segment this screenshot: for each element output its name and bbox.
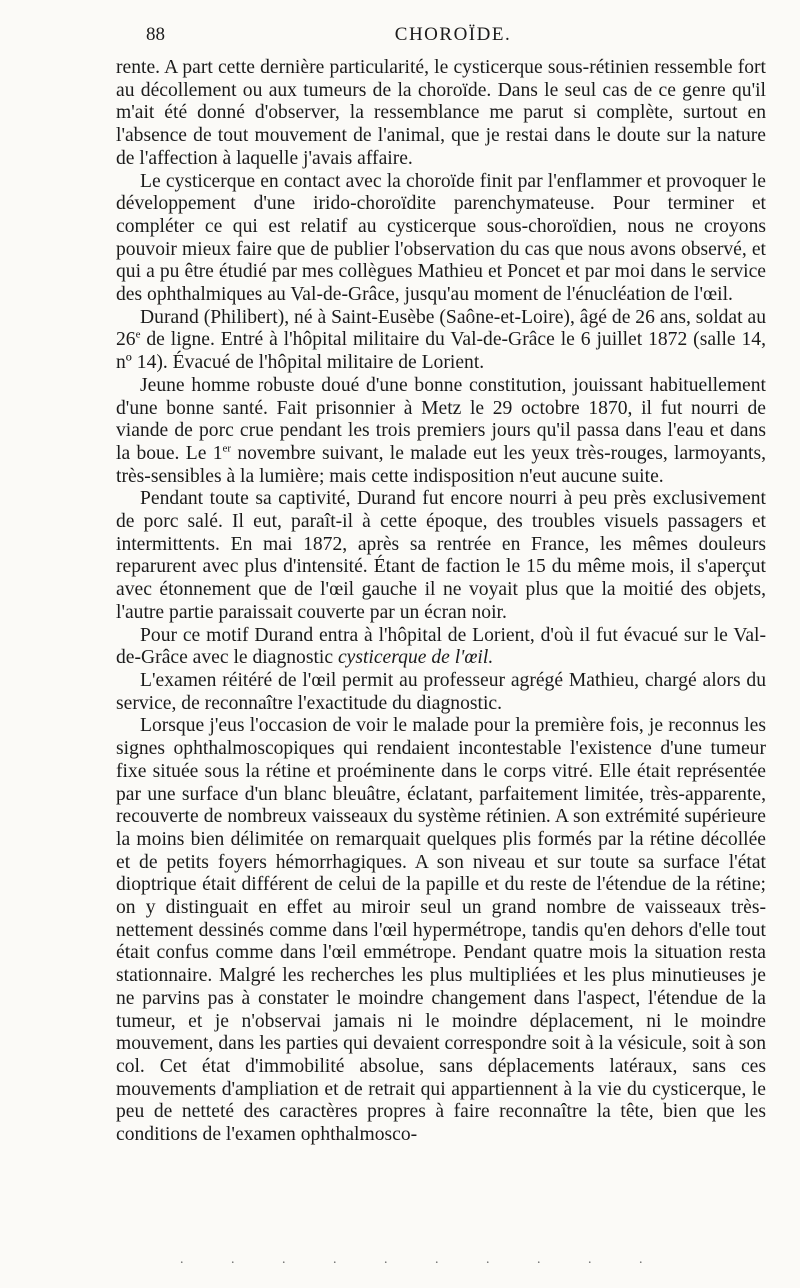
paragraph xyxy=(116,57,766,171)
paragraph-text: novembre suivant, le malade eut les yeux très-rouges, larmoyants, très-sensibles à la lumière; mais cette indisposition n'eut aucune suite. xyxy=(116,442,766,487)
paragraph xyxy=(116,488,766,624)
paragraph-text: Pendant toute sa captivité, Durand fut encore nourri à peu près exclusivement de porc salé. Il eut, paraît-il à cette époque, des troubles visuels passagers et intermittents. En mai 1872, après sa rentrée en France, les mêmes douleurs reparurent avec plus d'intensité. Étant de faction le 15 du même mois, il s'aperçut avec étonnement que de l'œil gauche il ne voyait plus que la moitié des objets, l'autre partie paraissait couverte par un écran noir. xyxy=(116,488,766,623)
paragraph-text: Durand (Philibert), né à Saint-Eusèbe (Saône-et-Loire), âgé de 26 ans, soldat au 26 xyxy=(116,306,766,351)
paragraph-text: Pour ce motif Durand entra à l'hôpital de Lorient, d'où il fut évacué sur le Val-de-Grâce avec le diagnostic xyxy=(116,624,766,669)
footer-ornament: . . . . . . . . . . xyxy=(180,1252,665,1267)
paragraph-text: L'examen réitéré de l'œil permit au professeur agrégé Mathieu, chargé alors du service, de reconnaître l'exactitude du diagnostic. xyxy=(116,669,766,714)
paragraph-text: Lorsque j'eus l'occasion de voir le malade pour la première fois, je reconnus les signes ophthalmoscopiques qui rendaient incontestable l'existence d'une tumeur fixe située sous la rétine et proéminente dans le corps vitré. Elle était représentée par une surface d'un blanc bleuâtre, éclatant, parfaitement limitée, très-apparente, recouverte de nombreux vaisseaux du système rétinien. A son extrémité supérieure la moins bien délimitée on remarquait quelques plis formés par la rétine décollée et de petits foyers hémorrhagiques. A son niveau et sur toute sa surface l'état dioptrique était différent de celui de la papille et du reste de l'étendue de la rétine; on y distinguait en effet au miroir seul un grand nombre de vaisseaux très-nettement dessinés comme dans l'œil hypermétrope, tandis qu'en dehors d'elle tout était confus comme dans l'œil emmétrope. Pendant quatre mois la situation resta stationnaire. Malgré les recherches les plus multipliées et les plus minutieuses je ne parvins pas à constater le moindre changement dans l'aspect, l'étendue de la tumeur, et je n'observai jamais ni le moindre déplacement, ni le moindre mouvement, dans les parties qui devaient correspondre soit à la vésicule, soit à son col. Cet état d'immobilité absolue, sans déplacements latéraux, sans ces mouvements d'ampliation et de retrait qui appartiennent à la vie du cysticerque, le peu de netteté des caractères propres à faire reconnaître la tête, bien que les conditions de l'examen ophthalmosco- xyxy=(116,715,766,1146)
superscript: er xyxy=(222,442,232,455)
paragraph-text: Le cysticerque en contact avec la choroïde finit par l'enflammer et provoquer le développement d'une irido-choroïdite parenchymateuse. Pour terminer et compléter ce qui est relatif au cysticerque sous-choroïdien, nous ne croyons pouvoir mieux faire que de publier l'observation du cas que nous avons observé, et qui a pu être étudié par mes collègues Mathieu et Poncet et par moi dans le service des ophthalmiques au Val-de-Grâce, jusqu'au moment de l'énucléation de l'œil. xyxy=(116,170,766,306)
paragraph xyxy=(116,171,766,307)
running-title: CHOROÏDE. xyxy=(394,24,512,45)
paragraph-text: Jeune homme robuste doué d'une bonne constitution, jouissant habituellement d'une bonne santé. Fait prisonnier à Metz le 29 octobre 1870, il fut nourri de viande de porc crue pendant les trois premiers jours qu'il passa dans l'eau et dans la boue. Le 1 xyxy=(116,374,766,464)
italic-diagnosis: cysticerque de l'œil. xyxy=(337,647,494,669)
superscript: e xyxy=(135,328,141,341)
paragraph xyxy=(116,715,766,1146)
paragraph xyxy=(116,375,766,489)
paragraph-text: rente. A part cette dernière particularité, le cysticerque sous-rétinien ressemble fort au décollement ou aux tumeurs de la choroïde. Dans le seul cas de ce genre qu'il m'ait été donné d'observer, la ressemblance me parut si complète, surtout en l'absence de tout mouvement de l'animal, que je restai dans le doute sur la nature de l'affection à laquelle j'avais affaire. xyxy=(116,57,766,169)
page-number: 88 xyxy=(146,24,165,45)
paragraph xyxy=(116,625,766,670)
paragraph-text: de ligne. Entré à l'hôpital militaire du Val-de-Grâce le 6 juillet 1872 (salle 14, nº 14). Évacué de l'hôpital militaire de Lorient. xyxy=(116,329,766,374)
paragraph xyxy=(116,670,766,715)
body-text xyxy=(116,57,766,1147)
page-header xyxy=(146,22,760,52)
paragraph xyxy=(116,307,766,375)
